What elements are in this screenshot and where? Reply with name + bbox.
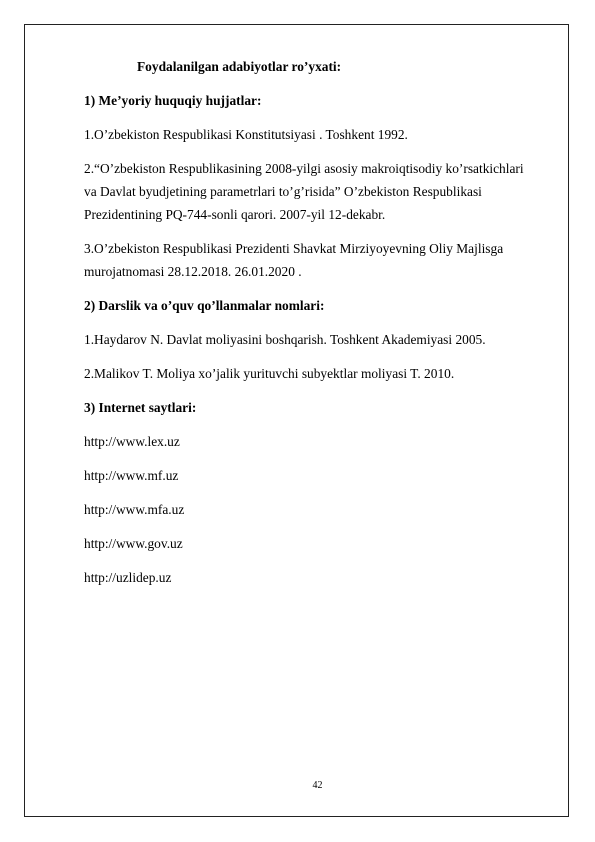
section-textbooks <box>84 294 554 385</box>
website-link[interactable]: http://www.lex.uz <box>84 434 180 449</box>
page-title: Foydalanilgan adabiyotlar ro’yxati: <box>137 59 342 74</box>
list-item-line: 1.O’zbekiston Respublikasi Konstitutsiyasi . Toshkent 1992. <box>84 127 408 142</box>
section-heading: 1) Me’yoriy huquqiy hujjatlar: <box>84 93 262 108</box>
list-item <box>84 362 554 385</box>
list-item-line: 2.Malikov T. Moliya xo’jalik yurituvchi subyektlar moliyasi T. 2010. <box>84 366 455 381</box>
list-item-line: va Davlat byudjetining parametrlari to’g’risida” O’zbekiston Respublikasi <box>84 184 482 199</box>
page-number: 42 <box>312 780 323 791</box>
list-item <box>84 123 554 146</box>
section-normative-documents <box>84 89 554 283</box>
list-item-line: 3.O’zbekiston Respublikasi Prezidenti Shavkat Mirziyoyevning Oliy Majlisga <box>84 241 504 256</box>
website-link[interactable]: http://www.gov.uz <box>84 536 183 551</box>
list-item-line: 2.“O’zbekiston Respublikasining 2008-yilgi asosiy makroiqtisodiy ko’rsatkichlari <box>84 161 524 176</box>
document-body <box>84 55 554 600</box>
section-heading: 3) Internet saytlari: <box>84 400 197 415</box>
list-item-line: 1.Haydarov N. Davlat moliyasini boshqarish. Toshkent Akademiyasi 2005. <box>84 332 486 347</box>
section-heading: 2) Darslik va o’quv qo’llanmalar nomlari: <box>84 298 325 313</box>
section-internet-sites <box>84 396 554 589</box>
list-item <box>84 157 554 226</box>
list-item <box>84 328 554 351</box>
website-link[interactable]: http://www.mfa.uz <box>84 502 185 517</box>
website-link[interactable]: http://uzlidep.uz <box>84 570 172 585</box>
list-item-line: Prezidentining PQ-744-sonli qarori. 2007-yil 12-dekabr. <box>84 207 386 222</box>
website-link[interactable]: http://www.mf.uz <box>84 468 179 483</box>
list-item-line: murojatnomasi 28.12.2018. 26.01.2020 . <box>84 264 302 279</box>
list-item <box>84 237 554 283</box>
